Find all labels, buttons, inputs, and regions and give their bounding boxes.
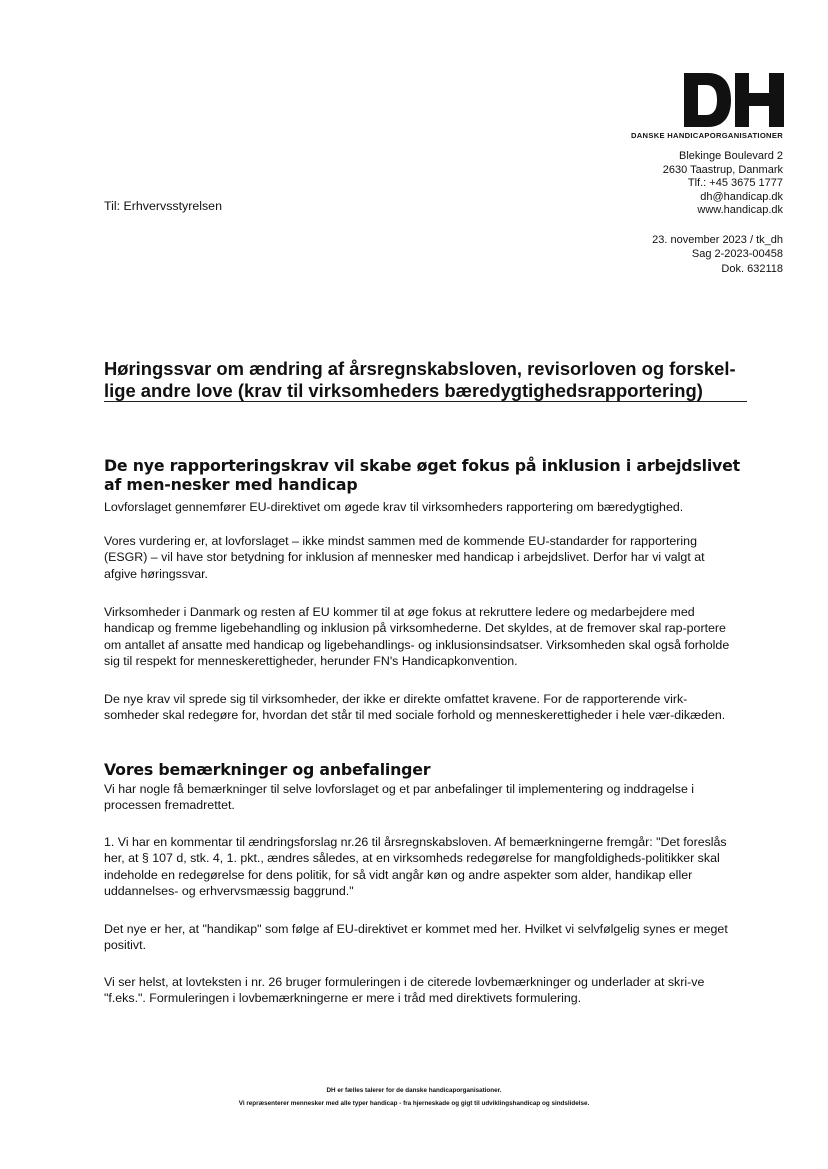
body-paragraph: Vi har nogle få bemærkninger til selve lovforslaget og et par anbefalinger til implementering og inddragelse i processen fremadrettet.: [104, 782, 695, 813]
phone-line: Tlf.: +45 3675 1777: [687, 177, 783, 190]
date-line: 23. november 2023 / tk_dh: [652, 234, 783, 246]
case-number: Sag 2-2023-00458: [691, 248, 783, 261]
section-heading-remarks: Vores bemærkninger og anbefalinger: [104, 760, 431, 779]
website-line: www.handicap.dk: [697, 204, 783, 217]
document-meta: [560, 233, 783, 276]
document-title: Høringssvar om ændring af årsregnskabsloven, revisorloven og forskel-lige andre love (krav til virksomheders bæredygtighedsrapportering): [104, 358, 736, 401]
address-line: 2630 Taastrup, Danmark: [662, 163, 783, 176]
body-paragraph: 1. Vi har en kommentar til ændringsforslag nr.26 til årsregnskabsloven. Af bemærkningerne fremgår: "Det foreslås her, at § 107 d, stk. 4, 1. pkt., ændres således, at en virksomheds redegørelse for mangfoldigheds-politikker skal indeholde en redegørelse for dens politik, for så vidt angår køn og andre aspekter som alder, handikap eller uddannelses- og erhvervsmæssig baggrund.": [104, 835, 727, 899]
recipient: Til: Erhvervsstyrelsen: [104, 199, 222, 213]
body-paragraph: Vores vurdering er, at lovforslaget – ikke mindst sammen med de kommende EU-standarder for rapportering (ESGR) – vil have stor betydning for inklusion af mennesker med handicap i arbejdslivet. Derfor har vi valgt at afgive høringssvar.: [104, 534, 705, 581]
email-line: dh@handicap.dk: [700, 190, 783, 203]
title-underline: [104, 401, 747, 402]
body-paragraph: Vi ser helst, at lovteksten i nr. 26 bruger formuleringen i de citerede lovbemærkninger og underlader at skri-ve "f.eks.". Formuleringen i lovbemærkningerne er mere i tråd med direktivets formulering.: [104, 975, 705, 1006]
sender-address: [560, 150, 783, 218]
body-paragraph: De nye krav vil sprede sig til virksomheder, der ikke er direkte omfattet kravene. For de rapporterende virk-somheder skal redegøre for, hvordan det står til med sociale forhold og menneskerettigheder i hele vær-dikæden.: [104, 692, 726, 723]
organization-name: DANSKE HANDICAPORGANISATIONER: [630, 131, 783, 140]
section-heading-inclusion: De nye rapporteringskrav vil skabe øget fokus på inklusion i arbejdslivet af men-nesker med handicap: [104, 456, 741, 494]
page-footer: [60, 1084, 768, 1110]
footer-line: Vi repræsenterer mennesker med alle typer handicap - fra hjerneskade og gigt til udviklingshandicap og sindslidelse.: [238, 1100, 590, 1107]
body-paragraph: Det nye er her, at "handikap" som følge af EU-direktivet er kommet med her. Hvilket vi selvfølgelig synes er meget positivt.: [104, 922, 728, 953]
document-number: Dok. 632118: [721, 262, 783, 275]
body-paragraph: Lovforslaget gennemfører EU-direktivet om øgede krav til virksomheders rapportering om bæredygtighed.: [104, 500, 684, 514]
dh-logo: [684, 73, 784, 127]
footer-line: DH er fælles talerer for de danske handicaporganisationer.: [326, 1087, 502, 1094]
body-paragraph: Virksomheder i Danmark og resten af EU kommer til at øge fokus at rekruttere ledere og medarbejdere med handicap og fremme ligebehandling og inklusion på virksomhederne. Det skyldes, at de fremover skal rap-portere om antallet af ansatte med handicap og ligebehandlings- og inklusionsindsatser. Virksomheden skal også forholde sig til respekt for menneskerettigheder, herunder FN's Handicapkonvention.: [104, 605, 730, 669]
address-line: Blekinge Boulevard 2: [679, 150, 783, 162]
